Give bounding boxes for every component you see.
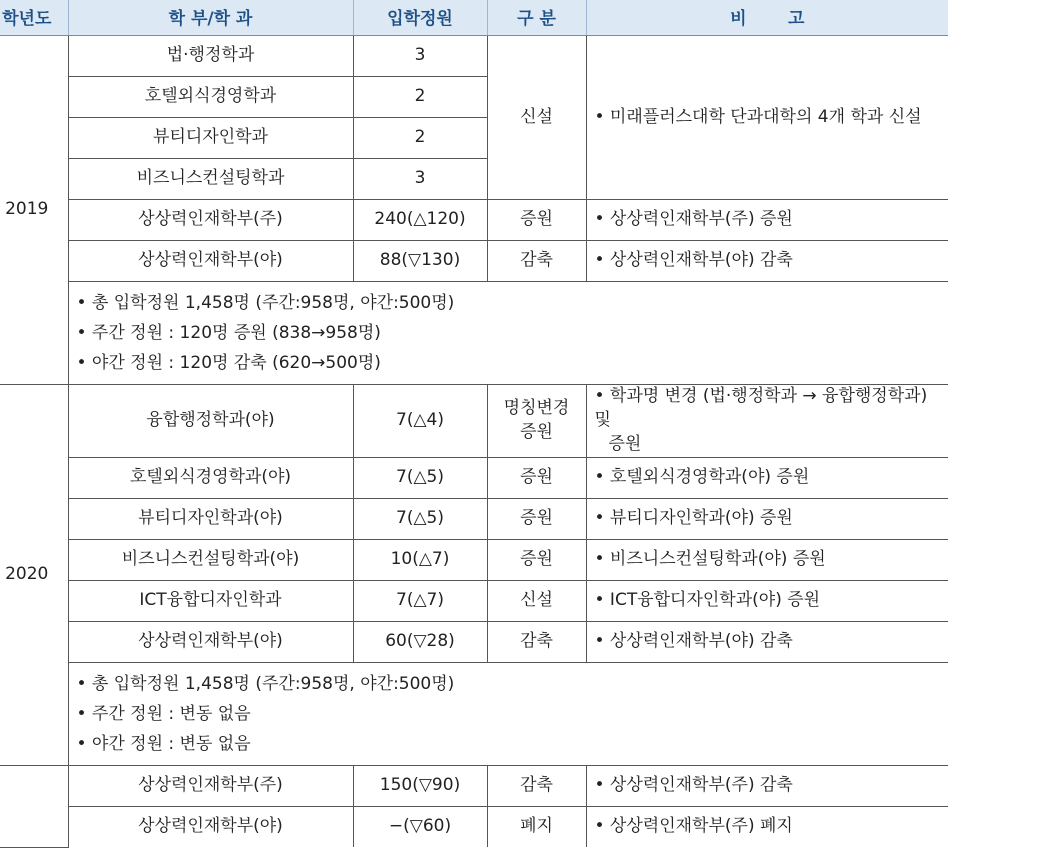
dept-cell: ICT융합디자인학과: [68, 581, 353, 622]
remark-cell: • 상상력인재학부(야) 감축: [586, 622, 948, 663]
remark-cell: • 상상력인재학부(야) 감축: [586, 241, 948, 282]
remark-cell: [586, 385, 948, 458]
table-row: [0, 36, 948, 77]
dept-cell: 비즈니스컨설팅학과: [68, 159, 353, 200]
type-line: 명칭변경: [503, 398, 570, 419]
quota-cell: 2: [353, 77, 487, 118]
remark-cell: • 호텔외식경영학과(야) 증원: [586, 458, 948, 499]
dept-cell: 상상력인재학부(주): [68, 766, 353, 807]
table-row: [0, 458, 948, 499]
remark-cell: • ICT융합디자인학과(야) 증원: [586, 581, 948, 622]
type-cell: 신설: [487, 581, 586, 622]
header-remark: 비 고: [586, 0, 948, 36]
type-cell: 신설: [487, 36, 586, 200]
summary-2020: [68, 663, 948, 766]
dept-cell: 상상력인재학부(주): [68, 200, 353, 241]
header-type: 구 분: [487, 0, 586, 36]
remark-cell: • 미래플러스대학 단과대학의 4개 학과 신설: [586, 36, 948, 200]
dept-cell: 융합행정학과(야): [68, 385, 353, 458]
quota-cell: 7(△4): [353, 385, 487, 458]
table-row: [0, 766, 948, 807]
remark-cell: • 비즈니스컨설팅학과(야) 증원: [586, 540, 948, 581]
header-dept: 학 부/학 과: [68, 0, 353, 36]
type-cell: 감축: [487, 241, 586, 282]
table-row: [0, 622, 948, 663]
remark-cell: • 뷰티디자인학과(야) 증원: [586, 499, 948, 540]
header-quota: 입학정원: [353, 0, 487, 36]
quota-cell: 150(▽90): [353, 766, 487, 807]
type-cell: 증원: [487, 540, 586, 581]
quota-cell: 3: [353, 36, 487, 77]
summary-line: • 주간 정원 : 120명 증원 (838→958명): [76, 323, 381, 343]
header-row: [0, 0, 948, 36]
summary-2019: [68, 282, 948, 385]
quota-cell: 60(▽28): [353, 622, 487, 663]
remark-line: 증원: [608, 433, 642, 454]
quota-cell: −(▽60): [353, 807, 487, 848]
dept-cell: 법·행정학과: [68, 36, 353, 77]
remark-cell: • 상상력인재학부(주) 증원: [586, 200, 948, 241]
summary-line: • 야간 정원 : 120명 감축 (620→500명): [76, 353, 381, 373]
table-row: [0, 200, 948, 241]
table-row: [0, 540, 948, 581]
dept-cell: 상상력인재학부(야): [68, 807, 353, 848]
summary-line: • 야간 정원 : 변동 없음: [76, 734, 251, 754]
quota-cell: 2: [353, 118, 487, 159]
header-year: 학년도: [0, 0, 68, 36]
quota-cell: 7(△5): [353, 458, 487, 499]
summary-row: [0, 282, 948, 385]
year-2020: 2020: [0, 385, 68, 766]
remark-cell: • 상상력인재학부(주) 폐지: [586, 807, 948, 848]
quota-cell: 88(▽130): [353, 241, 487, 282]
type-cell: 증원: [487, 458, 586, 499]
table-row: [0, 241, 948, 282]
dept-cell: 호텔외식경영학과(야): [68, 458, 353, 499]
dept-cell: 상상력인재학부(야): [68, 241, 353, 282]
year-2021: [0, 766, 68, 848]
table-row: [0, 807, 948, 848]
type-cell: 증원: [487, 200, 586, 241]
remark-line: • 학과명 변경 (법·행정학과 → 융합행정학과) 및: [594, 386, 928, 431]
summary-line: • 총 입학정원 1,458명 (주간:958명, 야간:500명): [76, 293, 455, 313]
dept-cell: 비즈니스컨설팅학과(야): [68, 540, 353, 581]
table-row: [0, 581, 948, 622]
type-cell: 증원: [487, 499, 586, 540]
quota-cell: 10(△7): [353, 540, 487, 581]
summary-row: [0, 663, 948, 766]
dept-cell: 상상력인재학부(야): [68, 622, 353, 663]
dept-cell: 호텔외식경영학과: [68, 77, 353, 118]
summary-line: • 주간 정원 : 변동 없음: [76, 704, 251, 724]
table-row: [0, 385, 948, 458]
type-cell: [487, 385, 586, 458]
quota-cell: 7(△5): [353, 499, 487, 540]
remark-cell: • 상상력인재학부(주) 감축: [586, 766, 948, 807]
summary-line: • 총 입학정원 1,458명 (주간:958명, 야간:500명): [76, 674, 455, 694]
dept-cell: 뷰티디자인학과: [68, 118, 353, 159]
table-row: [0, 499, 948, 540]
quota-cell: 3: [353, 159, 487, 200]
type-cell: 폐지: [487, 807, 586, 848]
quota-cell: 7(△7): [353, 581, 487, 622]
year-2019: 2019: [0, 36, 68, 385]
quota-cell: 240(△120): [353, 200, 487, 241]
type-cell: 감축: [487, 766, 586, 807]
type-cell: 감축: [487, 622, 586, 663]
type-line: 증원: [520, 422, 553, 442]
dept-cell: 뷰티디자인학과(야): [68, 499, 353, 540]
